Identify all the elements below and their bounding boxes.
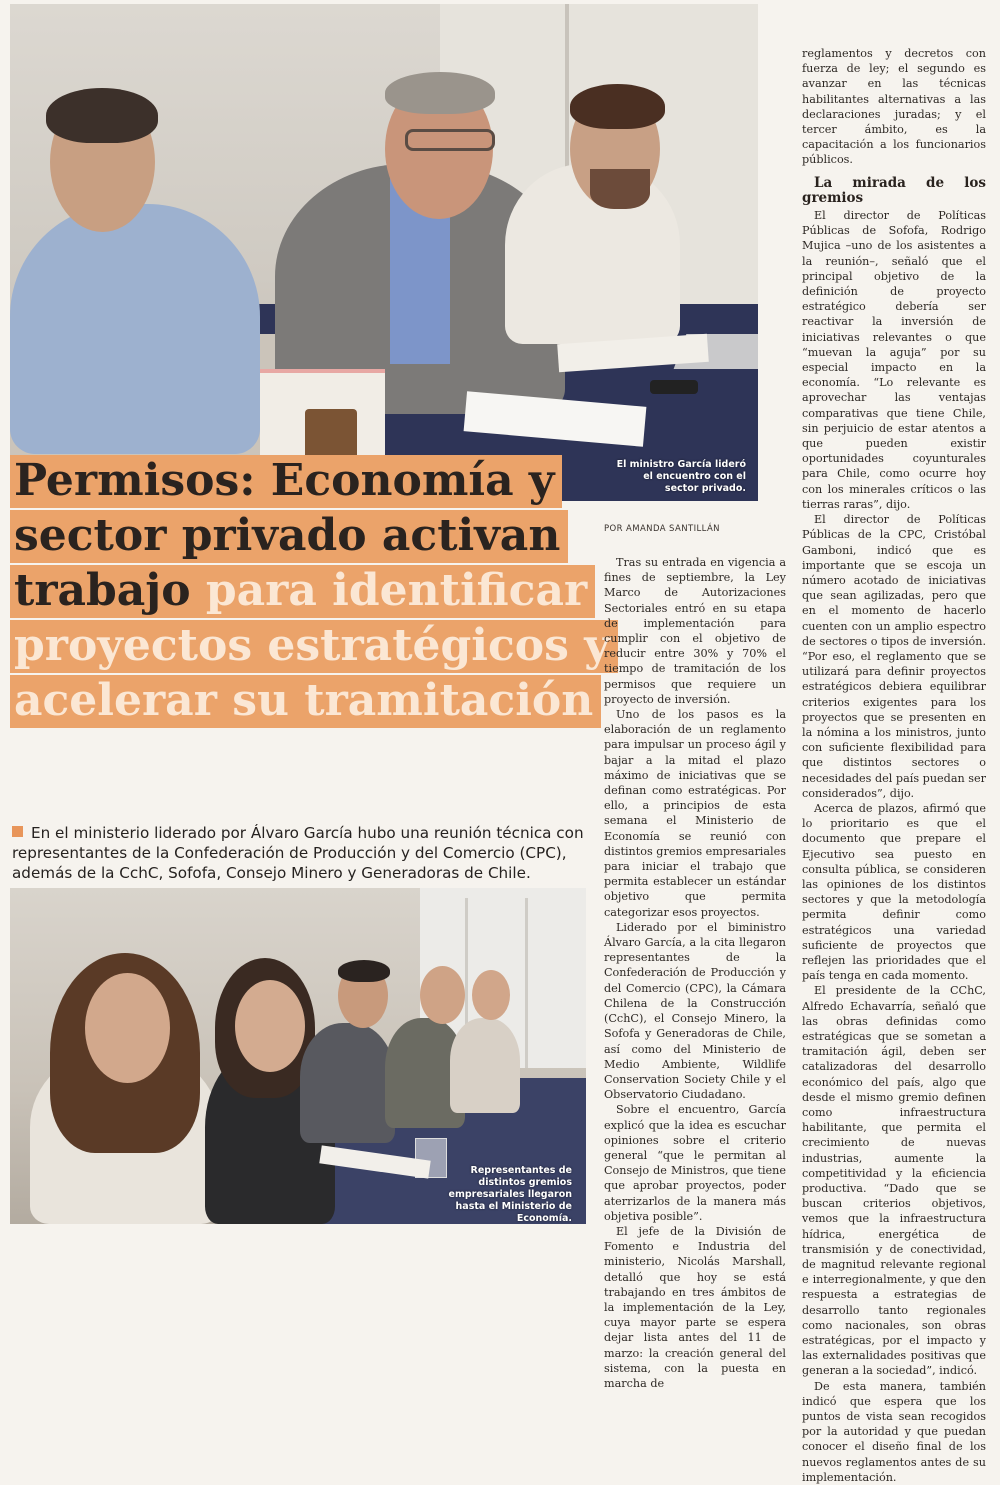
paragraph: De esta manera, también indicó que espera que los puntos de vista sean recogidos por la autoridad y que puedan conocer el diseño final de los nuevos reglamentos antes de su implementación.	[802, 1379, 986, 1484]
headline-line: proyectos estratégicos y	[10, 620, 618, 673]
headline-line: Permisos: Economía y	[10, 455, 562, 508]
paragraph: Acerca de plazos, afirmó que lo prioritario es que el documento que prepare el Ejecutivo sea puesto en consulta pública, se consideren las opiniones de los distintos sectores y que la metodología permita definir como estratégicos una variedad suficiente de proyectos que reflejen las prioridades que el país tenga en cada momento.	[802, 801, 986, 983]
paragraph: El director de Políticas Públicas de Sofofa, Rodrigo Mujica –uno de los asistentes a la reunión–, señaló que el principal objetivo de la definición de proyecto estratégico debería ser reactivar la inversión de iniciativas relevantes o que “muevan la aguja” por su especial impacto en la economía. “Lo relevante es aprovechar las ventajas comparativas que tiene Chile, sin perjuicio de estar atentos a que pueden existir oportunidades coyunturales para Chile, como ocurre hoy con los minerales críticos o las tierras raras”, dijo.	[802, 209, 986, 511]
photo-caption-line: hasta el Ministerio de	[455, 1201, 572, 1212]
photo-caption-line: sector privado.	[664, 483, 746, 494]
byline: POR AMANDA SANTILLÁN	[604, 524, 720, 534]
article-column-right	[802, 46, 986, 1485]
subheading: La mirada de los gremios	[802, 174, 986, 206]
paragraph: El director de Políticas Públicas de la CPC, Cristóbal Gamboni, indicó que es importante que se escoja un número acotado de iniciativas que sean agilizadas, pero que en el momento de hacerlo cuenten con un amplio espectro de sectores o tipos de inversión. “Por eso, el reglamento que se utilizará para definir proyectos estratégicos debiera equilibrar criterios exigentes para los proyectos que se presenten en la nómina a los ministros, junto con suficiente flexibilidad para que distintos sectores o necesidades del país puedan ser considerados”, dijo.	[802, 513, 986, 800]
lead-paragraph	[12, 823, 587, 883]
lead-text: En el ministerio liderado por Álvaro García hubo una reunión técnica con representantes de la Confederación de Producción y del Comercio (CPC), además de la CchC, Sofofa, Consejo Minero y Generadoras de Chile.	[12, 824, 584, 882]
bullet-square-icon	[12, 826, 23, 837]
photo-caption-line: el encuentro con el	[643, 471, 746, 482]
photo-caption-line: empresariales llegaron	[448, 1189, 572, 1200]
paragraph: reglamentos y decretos con fuerza de ley; el segundo es avanzar en las técnicas habilitantes alternativas a las declaraciones juradas; y el tercer ámbito, es la capacitación a los funcionarios públicos.	[802, 47, 986, 167]
headline-line: acelerar su tramitación	[10, 675, 601, 728]
paragraph: Tras su entrada en vigencia a fines de septiembre, la Ley Marco de Autorizaciones Sectoriales entró en su etapa de implementación para cumplir con el objetivo de reducir entre 30% y 70% el tiempo de tramitación de los permisos que requiere un proyecto de inversión.	[604, 556, 786, 706]
headline	[10, 454, 610, 729]
paragraph: El jefe de la División de Fomento e Industria del ministerio, Nicolás Marshall, detalló que hoy se está trabajando en tres ámbitos de la implementación de la Ley, cuya mayor parte se espera dejar lista antes del 11 de marzo: la creación general del sistema, con la puesta en marcha de	[604, 1224, 786, 1390]
paragraph: El presidente de la CChC, Alfredo Echavarría, señaló que las obras definidas como estratégicas que se sometan a tramitación ágil, deben ser catalizadoras del desarrollo económico del país, algo que desde el mismo gremio definen como infraestructura habilitante, que permita el crecimiento de nuevas industrias, aumente la competitividad y la eficiencia productiva. “Dado que se buscan criterios objetivos, vemos que la infraestructura hídrica, energética de transmisión y de conectividad, de magnitud relevante regional e interregionalmente, y que den respuesta a estrategias de desarrollo tanto regionales como nacionales, son obras estratégicas, por el impacto y las externalidades positivas que generan a la sociedad”, indicó.	[802, 984, 986, 1378]
photo-caption-line: Economía.	[516, 1213, 572, 1224]
photo-business-representatives	[10, 888, 586, 1224]
photo-caption-line: Representantes de	[470, 1165, 572, 1176]
paragraph: Sobre el encuentro, García explicó que la idea es escuchar opiniones sobre el criterio general “que le permitan al Consejo de Ministros, que tiene que aprobar proyectos, poder aterrizarlos de la manera más objetiva posible”.	[604, 1103, 786, 1223]
photo-caption-line: distintos gremios	[478, 1177, 572, 1188]
headline-line: trabajo para identificar	[10, 565, 595, 618]
paragraph: Liderado por el biministro Álvaro García, a la cita llegaron representantes de la Confederación de Producción y del Comercio (CPC), la Cámara Chilena de la Construcción (CchC), el Consejo Minero, la Sofofa y Generadoras de Chile, así como del Ministerio de Medio Ambiente, Wildlife Conservation Society Chile y el Observatorio Ciudadano.	[604, 920, 786, 1102]
photo-minister-meeting	[10, 4, 758, 501]
article-column-middle	[604, 555, 786, 1391]
paragraph: Uno de los pasos es la elaboración de un reglamento para impulsar un proceso ágil y bajar a la mitad el plazo máximo de iniciativas que se definan como estratégicas. Por ello, a principios de esta semana el Ministerio de Economía se reunió con distintos gremios empresariales para iniciar el trabajo que permita establecer un estándar objetivo que permita categorizar esos proyectos.	[604, 708, 786, 919]
headline-line: sector privado activan	[10, 510, 568, 563]
photo-caption-line: El ministro García lideró	[616, 459, 746, 470]
